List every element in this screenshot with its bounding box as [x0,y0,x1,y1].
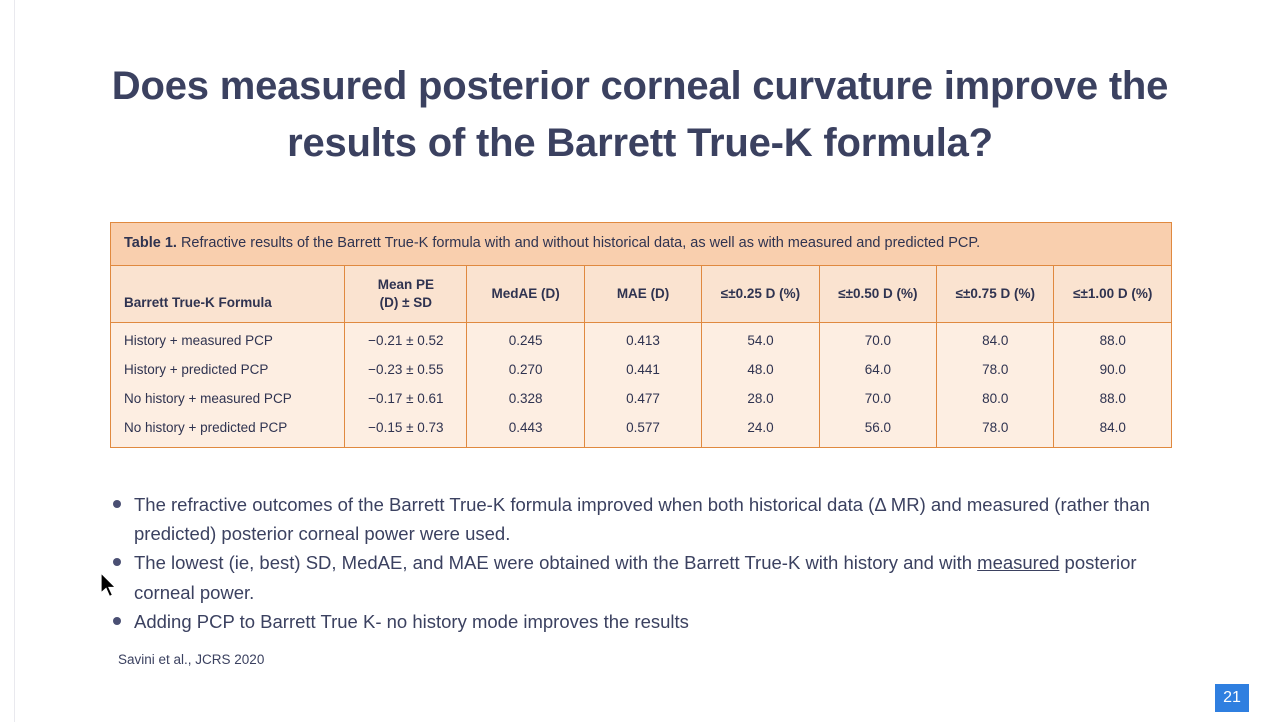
cell-within-025: 48.0 [702,356,819,385]
col-header-mae [584,266,701,323]
cell-formula: No history + measured PCP [111,385,345,414]
page-title: Does measured posterior corneal curvature improve the results of the Barrett True-K formula? [111,64,1169,165]
bullet-text-tail: posterior corneal power. [134,552,1137,603]
cell-within-100: 84.0 [1054,414,1171,447]
col-header-within-050 [819,266,936,323]
cell-mae: 0.477 [584,385,701,414]
table-row [111,323,1171,356]
col-header-mean-pe-line1: Mean PE [377,277,434,293]
cell-within-025: 28.0 [702,385,819,414]
col-header-within-075-line1: ≤±0.75 D (%) [955,286,1035,302]
table-row [111,414,1171,447]
list-item [108,548,1168,606]
cell-mean-pe: −0.15 ± 0.73 [345,414,467,447]
table-caption-text: Refractive results of the Barrett True-K formula with and without historical data, as well as with measured and predicted PCP. [180,235,981,251]
cell-within-075: 80.0 [937,385,1054,414]
col-header-within-025-line1: ≤±0.25 D (%) [720,286,801,302]
cell-formula: No history + predicted PCP [111,414,345,447]
cell-within-050: 56.0 [819,414,936,447]
cell-within-025: 24.0 [702,414,819,447]
cell-formula: History + measured PCP [111,323,345,356]
col-header-formula [111,266,345,323]
bullet-text: The lowest (ie, best) SD, MedAE, and MAE were obtained with the Barrett True-K with history and with [134,552,978,574]
cell-medae: 0.443 [467,414,584,447]
col-header-mean-pe-line2: (D) ± SD [379,295,433,311]
col-header-mean-pe [345,266,467,323]
cell-within-100: 88.0 [1054,385,1171,414]
cell-medae: 0.270 [467,356,584,385]
cell-within-075: 78.0 [937,414,1054,447]
cell-mean-pe: −0.23 ± 0.55 [345,356,467,385]
page-number-badge: 21 [1215,684,1249,712]
table-header-row [111,266,1171,323]
list-item [108,607,1168,636]
cell-mae: 0.441 [584,356,701,385]
bullet-text: The refractive outcomes of the Barrett True-K formula improved when both historical data (Δ MR) and measured (rather than predicted) posterior corneal power were used. [134,494,1150,545]
cell-mean-pe: −0.17 ± 0.61 [345,385,467,414]
col-header-within-025 [702,266,819,323]
cell-medae: 0.245 [467,323,584,356]
results-table [111,223,1171,447]
cell-within-050: 64.0 [819,356,936,385]
cell-within-025: 54.0 [702,323,819,356]
bullet-text: Adding PCP to Barrett True K- no history mode improves the results [134,610,689,632]
col-header-medae-line1: MedAE (D) [491,286,560,302]
cell-within-050: 70.0 [819,385,936,414]
col-header-within-050-line1: ≤±0.50 D (%) [838,286,918,302]
cell-within-100: 90.0 [1054,356,1171,385]
table-row [111,385,1171,414]
results-table-container [110,222,1172,448]
bullet-list [108,490,1168,636]
bullet-dot-icon [113,617,121,625]
bullet-dot-icon [113,558,121,566]
col-header-within-075 [937,266,1054,323]
cell-within-075: 84.0 [937,323,1054,356]
table-caption-label: Table 1. [124,235,177,251]
cell-mean-pe: −0.21 ± 0.52 [345,323,467,356]
cell-medae: 0.328 [467,385,584,414]
source-citation: Savini et al., JCRS 2020 [118,652,265,667]
cell-within-100: 88.0 [1054,323,1171,356]
col-header-within-100 [1054,266,1171,323]
cell-within-075: 78.0 [937,356,1054,385]
col-header-within-100-line1: ≤±1.00 D (%) [1073,286,1153,302]
list-item [108,490,1168,548]
cell-within-050: 70.0 [819,323,936,356]
table-head [111,266,1171,323]
bullet-text-underlined: measured [977,552,1060,574]
cell-mae: 0.413 [584,323,701,356]
cell-formula: History + predicted PCP [111,356,345,385]
table-caption [111,223,1171,266]
col-header-mae-line1: MAE (D) [616,286,670,302]
slide-left-margin [0,0,15,722]
col-header-formula-line1: Barrett True-K Formula [124,295,272,311]
table-row [111,356,1171,385]
bullet-dot-icon [113,500,121,508]
col-header-medae [467,266,584,323]
table-body [111,323,1171,447]
cell-mae: 0.577 [584,414,701,447]
